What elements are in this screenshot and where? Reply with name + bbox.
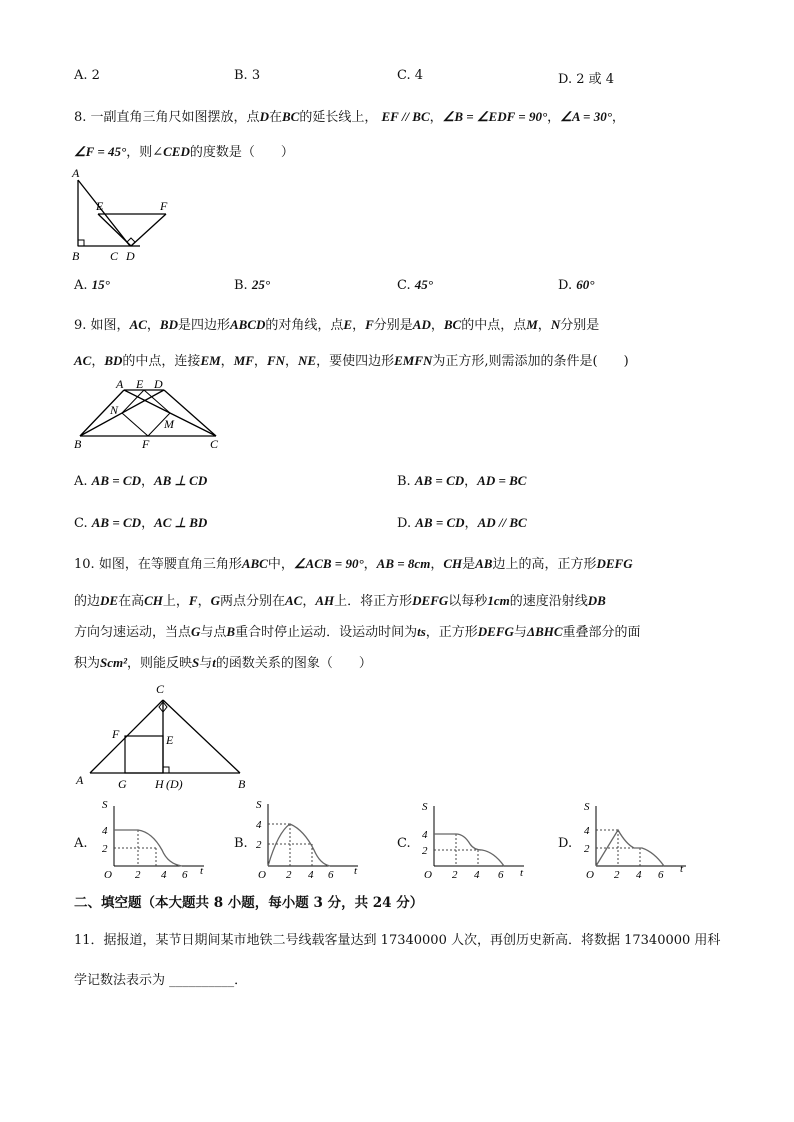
q10-graph-b bbox=[246, 796, 366, 882]
q10-line4: 积为Scm²，则能反映S与t的函数关系的图象（ ） bbox=[74, 655, 372, 671]
q8-option-b: B. 25° bbox=[234, 277, 271, 293]
q9-option-a: A. AB = CD，AB ⊥ CD bbox=[74, 473, 208, 489]
q7-option-b: B. 3 bbox=[234, 68, 261, 83]
svg-text:6: 6 bbox=[498, 869, 504, 881]
q9-label-b: B bbox=[74, 437, 82, 451]
q9-label-e: E bbox=[136, 377, 144, 391]
q9-label-c: C bbox=[210, 437, 219, 451]
svg-text:t: t bbox=[680, 863, 684, 875]
q9-label-a: A bbox=[116, 377, 124, 391]
q8-option-a: A. 15° bbox=[74, 277, 110, 293]
q8-label-e: E bbox=[96, 199, 104, 213]
q8-label-c: C bbox=[110, 249, 119, 263]
q8-line2: ∠F = 45°，则∠CED的度数是（ ） bbox=[74, 144, 294, 160]
svg-text:S: S bbox=[256, 799, 262, 811]
q10-figure bbox=[70, 680, 260, 792]
svg-text:O: O bbox=[586, 869, 594, 881]
q8-label-d: D bbox=[126, 249, 135, 263]
q7-option-c: C. 4 bbox=[397, 68, 424, 83]
q10-graph-d bbox=[574, 796, 694, 882]
svg-text:t: t bbox=[200, 865, 204, 877]
svg-text:O: O bbox=[258, 869, 266, 881]
svg-text:4: 4 bbox=[474, 869, 480, 881]
svg-text:4: 4 bbox=[636, 869, 642, 881]
q10-label-e: E bbox=[166, 733, 174, 747]
svg-text:2: 2 bbox=[256, 839, 262, 851]
q8-option-d: D. 60° bbox=[558, 277, 595, 293]
q9-option-c: C. AB = CD，AC ⊥ BD bbox=[74, 515, 208, 531]
q8-option-c: C. 45° bbox=[397, 277, 433, 293]
q10-label-hd: (D) bbox=[166, 777, 183, 791]
svg-text:4: 4 bbox=[256, 819, 262, 831]
svg-text:2: 2 bbox=[584, 843, 590, 855]
q9-line2: AC，BD的中点，连接EM，MF，FN，NE，要使四边形EMFN为正方形,则需添加的条件是( ) bbox=[74, 353, 629, 369]
q8-line1: 8. 一副直角三角尺如图摆放，点D在BC的延长线上， EF // BC，∠B = ∠EDF = 90°，∠A = 30°， bbox=[74, 109, 625, 125]
q10-option-d-label: D. bbox=[558, 836, 573, 851]
q10-option-b-label: B. bbox=[234, 836, 248, 851]
q8-label-a: A bbox=[72, 166, 80, 180]
q9-label-m: M bbox=[164, 417, 174, 431]
svg-text:2: 2 bbox=[452, 869, 458, 881]
q9-label-f: F bbox=[142, 437, 150, 451]
q7-option-d: D. 2 或 4 bbox=[558, 72, 615, 87]
q10-option-c-label: C. bbox=[397, 836, 411, 851]
q9-option-b: B. AB = CD，AD = BC bbox=[397, 473, 527, 489]
q10-label-c: C bbox=[156, 682, 165, 696]
q9-figure bbox=[70, 372, 230, 452]
svg-text:S: S bbox=[584, 801, 590, 813]
svg-text:S: S bbox=[422, 801, 428, 813]
q10-line1: 10. 如图，在等腰直角三角形ABC中，∠ACB = 90°，AB = 8cm，CH是AB边上的高，正方形DEFG bbox=[74, 556, 633, 572]
svg-text:4: 4 bbox=[422, 829, 428, 841]
q10-line3: 方向匀速运动，当点G与点B重合时停止运动．设运动时间为ts，正方形DEFG与ΔBHC重叠部分的面 bbox=[74, 624, 641, 640]
svg-text:O: O bbox=[424, 869, 432, 881]
q9-line1: 9. 如图，AC，BD是四边形ABCD的对角线，点E，F分别是AD，BC的中点，点M，N分别是 bbox=[74, 317, 600, 333]
q10-line2: 的边DE在高CH上，F，G两点分别在AC，AH上．将正方形DEFG以每秒1cm的速度沿射线DB bbox=[74, 593, 606, 609]
svg-text:6: 6 bbox=[182, 869, 188, 881]
svg-text:2: 2 bbox=[286, 869, 292, 881]
q10-graph-a bbox=[92, 796, 212, 882]
svg-text:2: 2 bbox=[102, 843, 108, 855]
q10-option-a-label: A. bbox=[74, 836, 88, 851]
q8-label-f: F bbox=[160, 199, 168, 213]
q9-label-n: N bbox=[110, 403, 119, 417]
q10-label-g: G bbox=[118, 777, 127, 791]
q10-graph-c bbox=[412, 796, 532, 882]
svg-text:4: 4 bbox=[161, 869, 167, 881]
svg-text:t: t bbox=[354, 865, 358, 877]
svg-text:6: 6 bbox=[658, 869, 664, 881]
q7-option-a: A. 2 bbox=[74, 68, 100, 83]
svg-text:2: 2 bbox=[614, 869, 620, 881]
svg-text:2: 2 bbox=[422, 845, 428, 857]
svg-text:6: 6 bbox=[328, 869, 334, 881]
q10-label-b: B bbox=[238, 777, 246, 791]
q10-label-f: F bbox=[112, 727, 120, 741]
q8-label-b: B bbox=[72, 249, 80, 263]
svg-text:S: S bbox=[102, 799, 108, 811]
svg-text:4: 4 bbox=[308, 869, 314, 881]
section-fill-in-title: 二、填空题（本大题共 8 小题，每小题 3 分，共 24 分） bbox=[74, 895, 424, 911]
svg-text:O: O bbox=[104, 869, 112, 881]
svg-text:2: 2 bbox=[135, 869, 141, 881]
svg-text:4: 4 bbox=[102, 825, 108, 837]
q8-figure bbox=[70, 166, 200, 266]
q9-label-d: D bbox=[154, 377, 163, 391]
svg-text:4: 4 bbox=[584, 825, 590, 837]
svg-text:t: t bbox=[520, 867, 524, 879]
q10-label-a: A bbox=[76, 773, 84, 787]
q10-label-h: H bbox=[155, 777, 164, 791]
q11-line2: 学记数法表示为 __________． bbox=[74, 973, 248, 988]
q9-option-d: D. AB = CD，AD // BC bbox=[397, 515, 527, 531]
q11-line1: 11．据报道，某节日期间某市地铁二号线载客量达到 17340000 人次，再创历史新高．将数据 17340000 用科 bbox=[74, 933, 721, 948]
